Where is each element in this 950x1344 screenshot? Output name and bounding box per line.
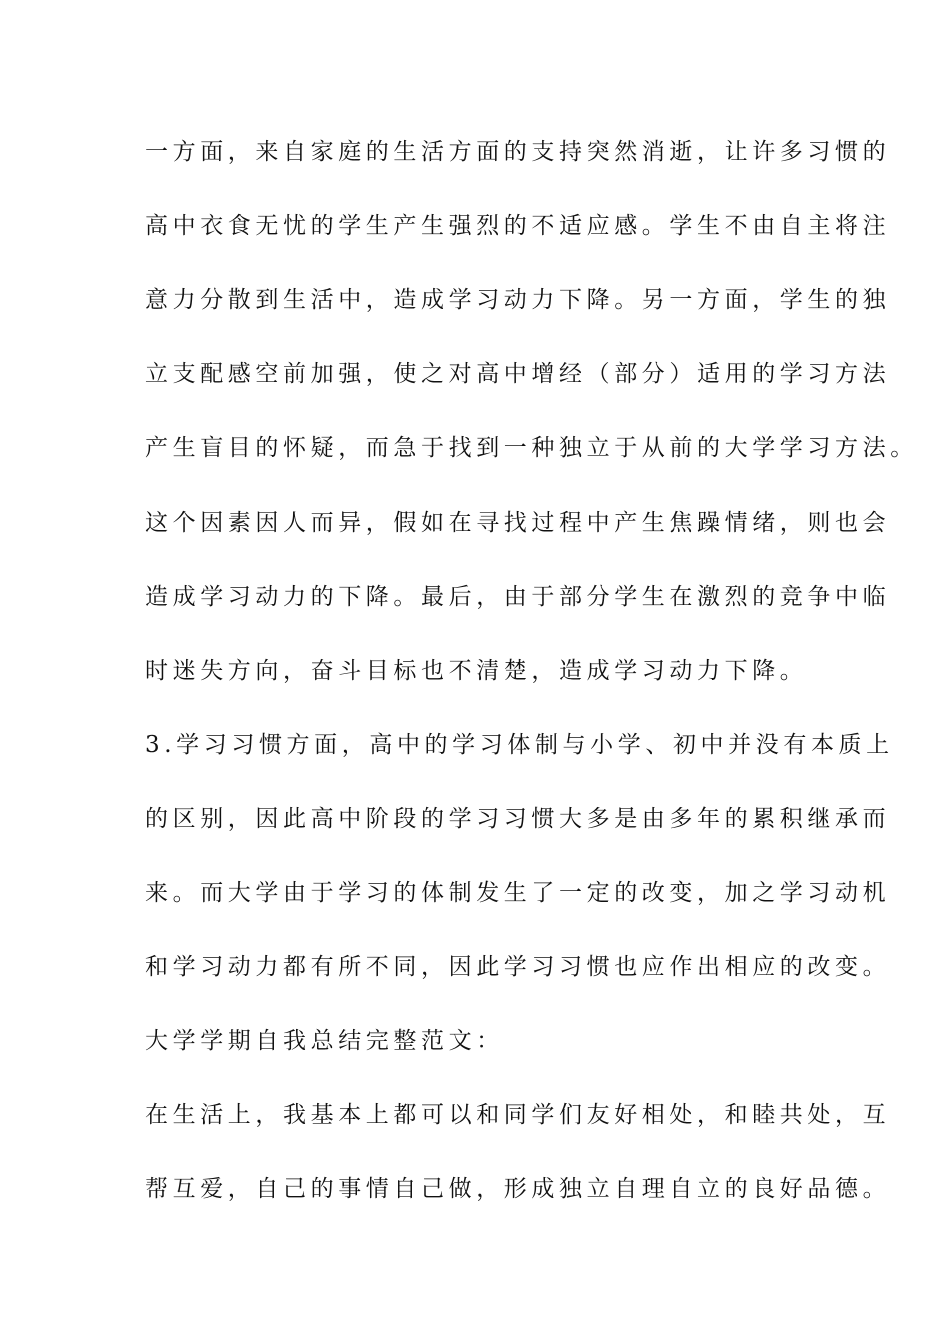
text-line: 造成学习动力的下降。最后，由于部分学生在激烈的竞争中临 bbox=[145, 584, 891, 610]
text-line: 时迷失方向，奋斗目标也不清楚，造成学习动力下降。 bbox=[145, 658, 808, 684]
text-line: 一方面，来自家庭的生活方面的支持突然消逝，让许多习惯的 bbox=[145, 139, 891, 165]
text-line: 和学习动力都有所不同，因此学习习惯也应作出相应的改变。 bbox=[145, 954, 891, 980]
text-line: 产生盲目的怀疑，而急于找到一种独立于从前的大学学习方法。 bbox=[145, 435, 918, 461]
text-line: 帮互爱，自己的事情自己做，形成独立自理自立的良好品德。 bbox=[145, 1176, 891, 1202]
text-line: 来。而大学由于学习的体制发生了一定的改变，加之学习动机 bbox=[145, 880, 891, 906]
text-line: 在生活上，我基本上都可以和同学们友好相处，和睦共处，互 bbox=[145, 1102, 891, 1128]
text-line: 意力分散到生活中，造成学习动力下降。另一方面，学生的独 bbox=[145, 287, 891, 313]
text-line: 这个因素因人而异，假如在寻找过程中产生焦躁情绪，则也会 bbox=[145, 510, 891, 536]
text-line: 3.学习习惯方面，高中的学习体制与小学、初中并没有本质上 bbox=[145, 732, 894, 758]
text-line: 高中衣食无忧的学生产生强烈的不适应感。学生不由自主将注 bbox=[145, 213, 891, 239]
text-line: 的区别，因此高中阶段的学习习惯大多是由多年的累积继承而 bbox=[145, 806, 891, 832]
text-line: 立支配感空前加强，使之对高中增经（部分）适用的学习方法 bbox=[145, 361, 891, 387]
section-heading: 大学学期自我总结完整范文： bbox=[145, 1028, 504, 1054]
